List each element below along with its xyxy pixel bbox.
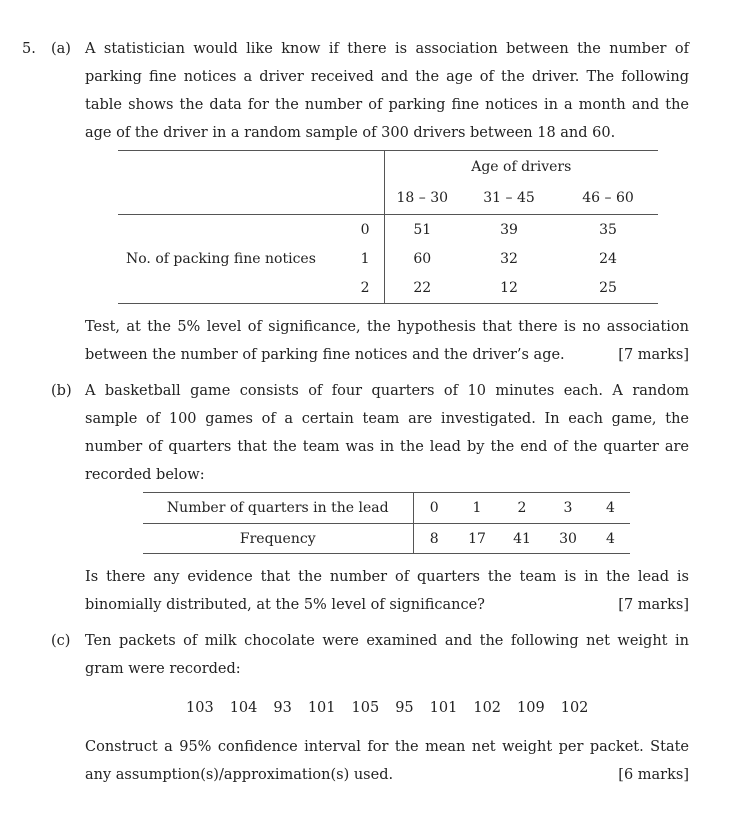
table-row bbox=[118, 274, 658, 304]
table-cell: 2 bbox=[517, 500, 527, 516]
text-line: sample of 100 games of a certain team are investigated. In each game, the bbox=[85, 411, 689, 427]
text-line: gram were recorded: bbox=[85, 661, 241, 677]
table-cell: 8 bbox=[413, 524, 455, 554]
part-a-task bbox=[85, 313, 689, 369]
text-line: table shows the data for the number of parking fine notices in a month and the bbox=[85, 97, 689, 113]
table-cell: 39 bbox=[500, 221, 518, 238]
part-b-task bbox=[85, 563, 689, 619]
row-header: Frequency bbox=[239, 530, 316, 547]
text-line: between the number of parking fine notices and the driver’s age. bbox=[85, 347, 565, 363]
weight-value: 103 bbox=[186, 700, 214, 716]
table-cell: 32 bbox=[500, 251, 518, 267]
text-line: binomially distributed, at the 5% level of significance? bbox=[85, 597, 485, 613]
table-cell: 30 bbox=[559, 530, 577, 547]
table-cell: 41 bbox=[513, 530, 531, 547]
part-b-intro bbox=[85, 377, 689, 489]
table-cell: 22 bbox=[384, 274, 460, 304]
part-c-label: (c) bbox=[51, 633, 71, 649]
table-cell: 4 bbox=[606, 530, 615, 547]
weight-value: 101 bbox=[307, 700, 336, 716]
column-header: 18 – 30 bbox=[384, 183, 460, 215]
text-line: parking fine notices a driver received and the age of the driver. The following bbox=[85, 69, 689, 85]
weight-value: 93 bbox=[273, 700, 292, 716]
part-b-label: (b) bbox=[51, 383, 72, 399]
part-c-task bbox=[85, 733, 689, 789]
text-line: number of quarters that the team was in the lead by the end of the quarter are bbox=[85, 439, 689, 455]
row-label: 2 bbox=[360, 280, 370, 297]
frequency-table bbox=[143, 492, 630, 554]
table-cell: 1 bbox=[472, 500, 482, 516]
row-header: No. of packing fine notices bbox=[126, 251, 316, 267]
table-cell: 25 bbox=[599, 280, 617, 297]
table-row bbox=[118, 215, 658, 245]
text-line: age of the driver in a random sample of 300 drivers between 18 and 60. bbox=[85, 125, 616, 141]
text-line: any assumption(s)/approximation(s) used. bbox=[85, 767, 394, 783]
column-header: 31 – 45 bbox=[483, 190, 535, 207]
weight-value: 105 bbox=[351, 700, 380, 716]
table-cell: 4 bbox=[606, 500, 615, 516]
weight-value: 101 bbox=[429, 700, 458, 716]
question-number: 5. bbox=[22, 41, 36, 57]
text-line: A statistician would like know if there is association between the number of bbox=[85, 41, 689, 57]
text-line: Construct a 95% confidence interval for the mean net weight per packet. State bbox=[85, 739, 689, 755]
part-a-label: (a) bbox=[51, 41, 71, 57]
part-b-marks: [7 marks] bbox=[618, 597, 689, 613]
weight-value: 102 bbox=[473, 700, 502, 716]
table-cell: 60 bbox=[384, 245, 460, 274]
weight-value: 95 bbox=[395, 700, 414, 716]
column-header: 46 – 60 bbox=[582, 190, 634, 207]
column-group-header: Age of drivers bbox=[384, 151, 658, 183]
table-cell: 51 bbox=[384, 215, 460, 245]
text-line: A basketball game consists of four quarters of 10 minutes each. A random bbox=[85, 383, 689, 399]
table-cell: 35 bbox=[599, 221, 617, 238]
weight-value: 104 bbox=[229, 700, 258, 716]
row-header: Number of quarters in the lead bbox=[166, 500, 389, 516]
weights-list bbox=[186, 694, 588, 722]
text-line: Ten packets of milk chocolate were examined and the following net weight in bbox=[85, 633, 689, 649]
table-cell: 12 bbox=[500, 280, 518, 297]
weight-value: 109 bbox=[517, 700, 545, 716]
table-cell: 3 bbox=[563, 500, 573, 516]
table-row bbox=[118, 245, 658, 274]
part-c-marks: [6 marks] bbox=[618, 767, 689, 783]
table-cell: 24 bbox=[599, 251, 617, 267]
weight-value: 102 bbox=[560, 700, 589, 716]
part-a-marks: [7 marks] bbox=[618, 347, 689, 363]
table-row bbox=[143, 493, 630, 524]
text-line: Is there any evidence that the number of quarters the team is in the lead is bbox=[85, 569, 689, 585]
row-label: 0 bbox=[360, 221, 370, 238]
contingency-table bbox=[118, 150, 658, 304]
table-cell: 0 bbox=[413, 493, 455, 524]
part-a-intro bbox=[85, 35, 689, 147]
table-row bbox=[143, 524, 630, 554]
row-label: 1 bbox=[360, 251, 370, 267]
table-cell: 17 bbox=[468, 530, 486, 547]
part-c-intro bbox=[85, 627, 689, 683]
text-line: Test, at the 5% level of significance, the hypothesis that there is no association bbox=[85, 319, 689, 335]
text-line: recorded below: bbox=[85, 467, 205, 483]
